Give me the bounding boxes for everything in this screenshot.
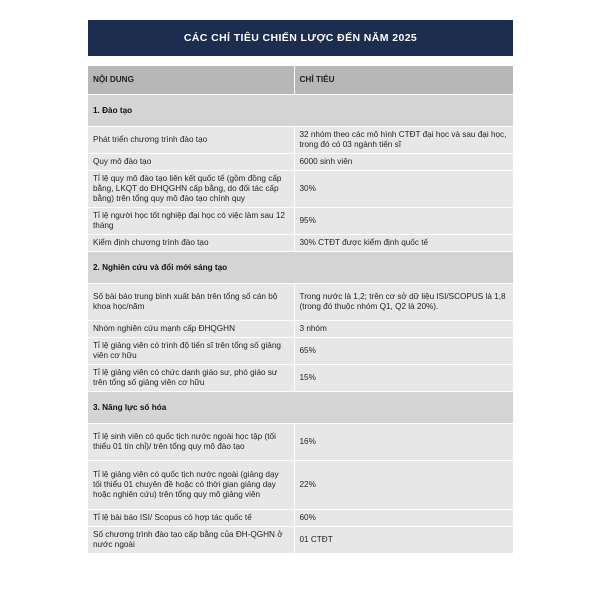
content-cell: Tỉ lệ quy mô đào tạo liên kết quốc tế (gồm đồng cấp bằng, LKQT do ĐHQGHN cấp bằng, do đối tác cấp bằng) trên tổng quy mô đào tạo chính quy — [88, 171, 294, 208]
target-cell: 32 nhóm theo các mô hình CTĐT đại học và sau đại học, trong đó có 03 ngành tiến sĩ — [294, 127, 513, 154]
content-cell: Nhóm nghiên cứu mạnh cấp ĐHQGHN — [88, 321, 294, 338]
target-cell: 30% — [294, 171, 513, 208]
table-row — [88, 284, 513, 321]
target-cell: 01 CTĐT — [294, 527, 513, 554]
table-row — [88, 527, 513, 554]
content-cell: Số bài báo trung bình xuất bản trên tổng số cán bộ khoa học/năm — [88, 284, 294, 321]
table-row — [88, 321, 513, 338]
content-cell: Tỉ lệ sinh viên có quốc tịch nước ngoài học tập (tối thiểu 01 tín chỉ)/ trên tổng quy mô đào tạo — [88, 424, 294, 461]
table-body — [88, 95, 513, 554]
target-cell: 15% — [294, 365, 513, 392]
target-cell: 95% — [294, 208, 513, 235]
content-cell: Tỉ lệ giảng viên có trình độ tiến sĩ trên tổng số giảng viên cơ hữu — [88, 338, 294, 365]
table-row — [88, 127, 513, 154]
header-content: NỘI DUNG — [88, 66, 294, 95]
spacer — [88, 56, 513, 66]
target-cell: Trong nước là 1,2; trên cơ sở dữ liệu ISI/SCOPUS là 1,8 (trong đó thuộc nhóm Q1, Q2 là 20%). — [294, 284, 513, 321]
content-cell: Kiểm định chương trình đào tạo — [88, 235, 294, 252]
content-cell: Tỉ lệ giảng viên có chức danh giáo sư, phó giáo sư trên tổng số giảng viên cơ hữu — [88, 365, 294, 392]
section-row — [88, 95, 513, 127]
table-row — [88, 461, 513, 510]
targets-table — [88, 66, 513, 554]
target-cell: 3 nhóm — [294, 321, 513, 338]
table-row — [88, 235, 513, 252]
header-target: CHỈ TIÊU — [294, 66, 513, 95]
section-title: 1. Đào tạo — [88, 95, 513, 127]
content-cell: Tỉ lệ bài báo ISI/ Scopus có hợp tác quốc tế — [88, 510, 294, 527]
section-row — [88, 252, 513, 284]
table-header-row — [88, 66, 513, 95]
target-cell: 22% — [294, 461, 513, 510]
table-row — [88, 171, 513, 208]
target-cell: 6000 sinh viên — [294, 154, 513, 171]
table-row — [88, 365, 513, 392]
content-cell: Tỉ lệ giảng viên có quốc tịch nước ngoài (giảng dạy tối thiểu 01 chuyên đề hoặc có thời gian giảng dạy hoặc nghiên cứu) trên tổng quy mô giảng viên — [88, 461, 294, 510]
section-row — [88, 392, 513, 424]
target-cell: 65% — [294, 338, 513, 365]
content-cell: Phát triển chương trình đào tạo — [88, 127, 294, 154]
title-banner — [88, 20, 513, 56]
content-cell: Số chương trình đào tạo cấp bằng của ĐH-QGHN ở nước ngoài — [88, 527, 294, 554]
section-title: 2. Nghiên cứu và đổi mới sáng tạo — [88, 252, 513, 284]
target-cell: 16% — [294, 424, 513, 461]
table-row — [88, 424, 513, 461]
table-row — [88, 208, 513, 235]
table-row — [88, 338, 513, 365]
section-title: 3. Năng lực số hóa — [88, 392, 513, 424]
content-cell: Quy mô đào tạo — [88, 154, 294, 171]
page-title: CÁC CHỈ TIÊU CHIẾN LƯỢC ĐẾN NĂM 2025 — [183, 32, 418, 44]
content-cell: Tỉ lệ người học tốt nghiệp đại học có việc làm sau 12 tháng — [88, 208, 294, 235]
target-cell: 60% — [294, 510, 513, 527]
table-row — [88, 510, 513, 527]
strategic-targets-document — [88, 20, 513, 554]
table-row — [88, 154, 513, 171]
target-cell: 30% CTĐT được kiểm định quốc tế — [294, 235, 513, 252]
